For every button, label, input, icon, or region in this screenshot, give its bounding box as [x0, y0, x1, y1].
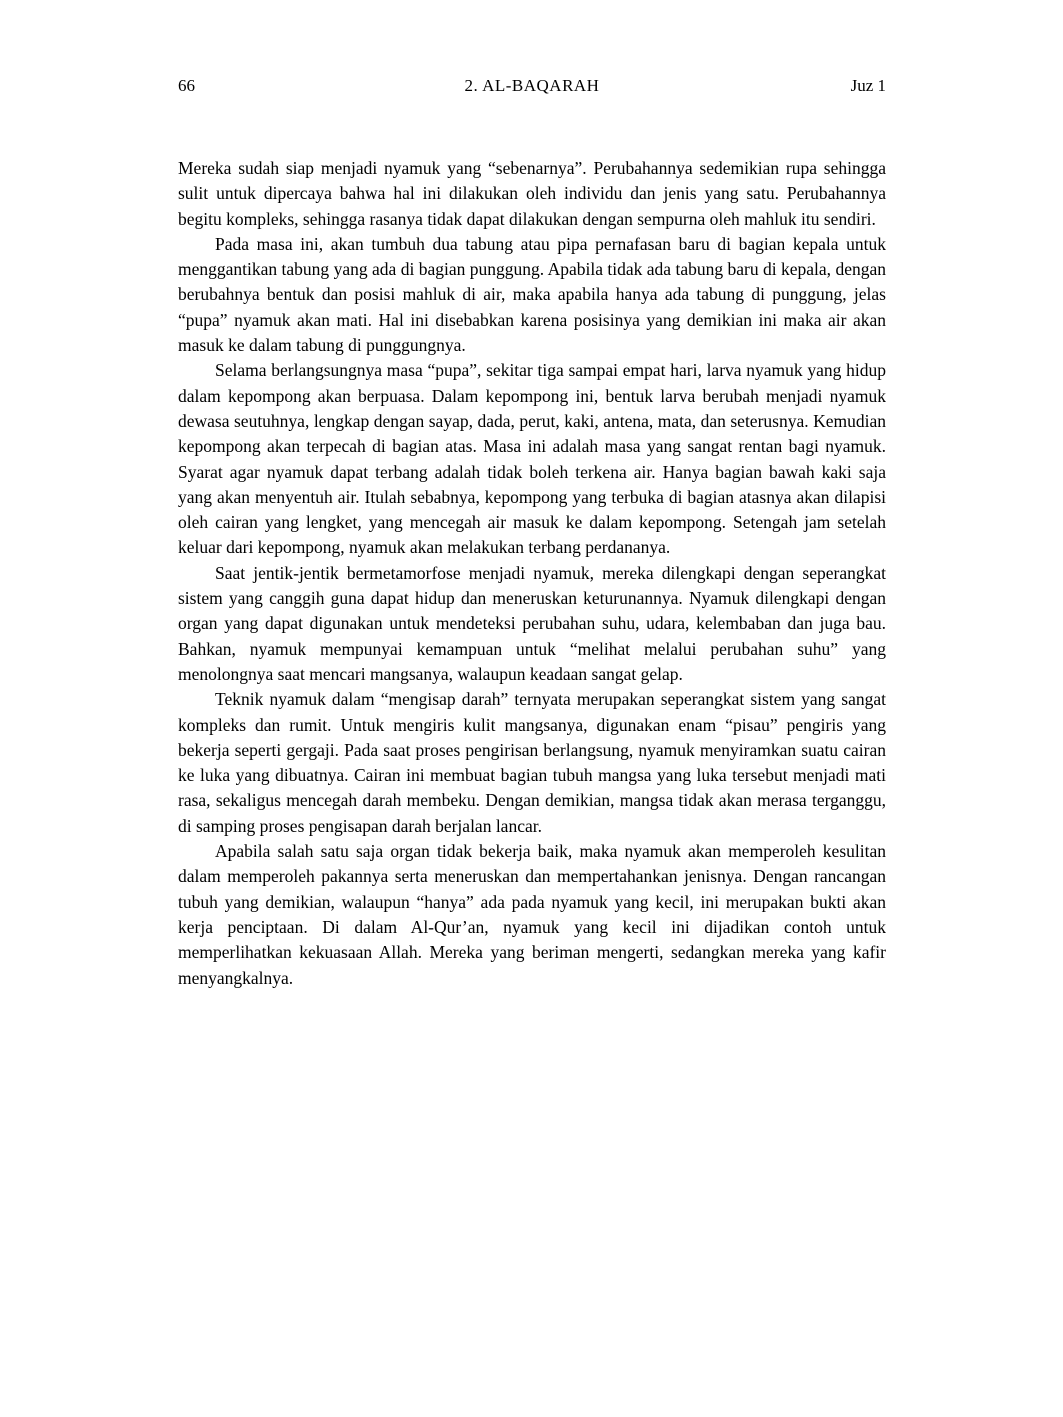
paragraph-2: Pada masa ini, akan tumbuh dua tabung atau pipa pernafasan baru di bagian kepala untuk menggantikan tabung yang ada di bagian punggung. Apabila tidak ada tabung baru di kepala, dengan berubahnya bentuk dan posisi mahluk di air, maka apabila hanya ada tabung di punggung, jelas “pupa” nyamuk akan mati. Hal ini disebabkan karena posisinya yang demikian ini maka air akan masuk ke dalam tabung di punggungnya.: [178, 233, 886, 356]
paragraph-4: Saat jentik-jentik bermetamorfose menjadi nyamuk, mereka dilengkapi dengan seperangkat sistem yang canggih guna dapat hidup dan meneruskan keturunannya. Nyamuk dilengkapi dengan organ yang dapat digunakan untuk mendeteksi perubahan suhu, udara, kelembaban dan juga bau. Bahkan, nyamuk mempunyai kemampuan untuk “melihat melalui perubahan suhu” yang menolongnya saat mencari mangsanya, walaupun keadaan sangat gelap.: [178, 562, 886, 684]
paragraph-6: Apabila salah satu saja organ tidak bekerja baik, maka nyamuk akan memperoleh kesulitan dalam memperoleh pakannya serta meneruskan dan mempertahankan jenisnya. Dengan rancangan tubuh yang demikian, walaupun “hanya” ada pada nyamuk yang kecil, ini merupakan bukti akan kerja penciptaan. Di dalam Al-Qur’an, nyamuk yang kecil ini dijadikan contoh untuk memperlihatkan kekuasaan Allah. Mereka yang beriman mengerti, sedangkan mereka yang kafir menyangkalnya.: [178, 841, 886, 988]
page-number: 66: [178, 76, 195, 95]
juz-label: Juz 1: [850, 76, 886, 95]
document-body: [178, 156, 886, 991]
paragraph-3: Selama berlangsungnya masa “pupa”, sekitar tiga sampai empat hari, larva nyamuk yang hidup dalam kepompong akan berpuasa. Dalam kepompong ini, bentuk larva berubah menjadi nyamuk dewasa seutuhnya, lengkap dengan sayap, dada, perut, kaki, antena, mata, dan seterusnya. Kemudian kepompong akan terpecah di bagian atas. Masa ini adalah masa yang sangat rentan bagi nyamuk. Syarat agar nyamuk dapat terbang adalah tidak boleh terkena air. Hanya bagian bawah kaki saja yang akan menyentuh air. Itulah sebabnya, kepompong yang terbuka di bagian atasnya akan dilapisi oleh cairan yang lengket, yang mencegah air masuk ke dalam kepompong. Setengah jam setelah keluar dari kepompong, nyamuk akan melakukan terbang perdananya.: [178, 360, 886, 558]
surah-title: 2. AL-BAQARAH: [464, 76, 600, 95]
running-header: [178, 76, 886, 96]
paragraph-5: Teknik nyamuk dalam “mengisap darah” ternyata merupakan seperangkat sistem yang sangat kompleks dan rumit. Untuk mengiris kulit mangsanya, digunakan enam “pisau” pengiris yang bekerja seperti gergaji. Pada saat proses pengirisan berlangsung, nyamuk menyiramkan suatu cairan ke luka yang dibuatnya. Cairan ini membuat bagian tubuh mangsa yang luka tersebut menjadi mati rasa, sekaligus mencegah darah membeku. Dengan demikian, mangsa tidak akan merasa terganggu, di samping proses pengisapan darah berjalan lancar.: [178, 689, 886, 836]
paragraph-1: Mereka sudah siap menjadi nyamuk yang “sebenarnya”. Perubahannya sedemikian rupa sehingga sulit untuk dipercaya bahwa hal ini dilakukan oleh individu dan jenis yang satu. Perubahannya begitu kompleks, sehingga rasanya tidak dapat dilakukan dengan sempurna oleh mahluk itu sendiri.: [178, 158, 886, 229]
